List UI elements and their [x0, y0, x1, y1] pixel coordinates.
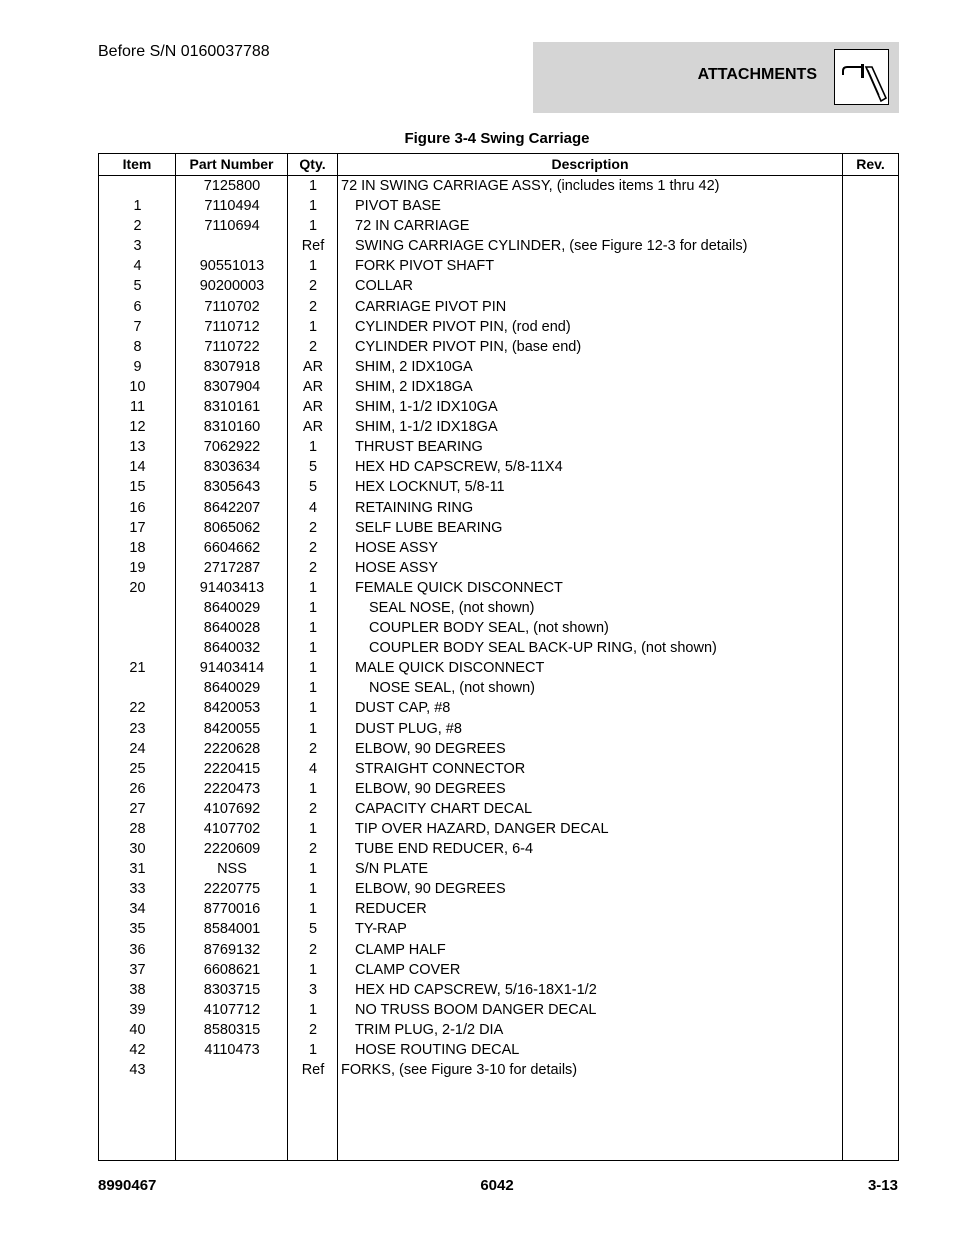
qty-cell: 2 [308, 278, 318, 295]
description-cell: DUST CAP, #8 [355, 700, 451, 717]
part-number-cell: 6608621 [203, 961, 261, 978]
part-number-cell: NSS [217, 861, 247, 878]
qty-cell: 1 [308, 700, 318, 717]
item-cell: 37 [129, 961, 146, 978]
item-cell: 23 [129, 720, 146, 737]
table-body [99, 176, 898, 1080]
column-header-rev: Rev. [856, 156, 885, 172]
part-number-cell: 8640032 [203, 640, 261, 657]
description-cell: SELF LUBE BEARING [355, 519, 503, 536]
qty-cell: 2 [308, 1021, 318, 1038]
serial-number-note: Before S/N 0160037788 [98, 43, 270, 60]
item-cell: 40 [129, 1021, 146, 1038]
description-cell: CLAMP HALF [355, 941, 446, 958]
item-cell: 19 [129, 559, 146, 576]
part-number-cell: 2220609 [203, 841, 261, 858]
item-cell: 11 [129, 399, 146, 416]
part-number-cell: 8642207 [203, 499, 261, 516]
description-cell: TRIM PLUG, 2-1/2 DIA [355, 1021, 504, 1038]
part-number-cell: 7125800 [203, 178, 261, 194]
qty-cell: 1 [308, 961, 318, 978]
part-number-cell: 8420055 [203, 720, 261, 737]
table-row [99, 538, 898, 558]
part-number-cell: 8420053 [203, 700, 261, 717]
qty-cell: 1 [308, 198, 318, 215]
table-row [99, 698, 898, 718]
model-number: 6042 [480, 1177, 514, 1194]
table-row [99, 276, 898, 296]
part-number-cell: 2220415 [203, 760, 261, 777]
description-cell: HOSE ROUTING DECAL [355, 1042, 520, 1059]
qty-cell: 2 [308, 941, 318, 958]
description-cell: FORKS, (see Figure 3-10 for details) [341, 1062, 578, 1079]
item-cell: 14 [129, 459, 146, 476]
item-cell: 34 [129, 901, 146, 918]
item-cell: 26 [129, 780, 146, 797]
description-cell: FORK PIVOT SHAFT [355, 258, 495, 275]
description-cell: SHIM, 1-1/2 IDX18GA [355, 419, 498, 436]
table-row [99, 216, 898, 236]
part-number-cell: 7062922 [203, 439, 261, 456]
table-row [99, 498, 898, 518]
table-row [99, 1020, 898, 1040]
part-number-cell: 8310160 [203, 419, 261, 436]
qty-cell: 1 [308, 780, 318, 797]
table-row [99, 518, 898, 538]
part-number-cell: 7110494 [204, 198, 260, 215]
description-cell: RETAINING RING [355, 499, 474, 516]
item-cell: 43 [129, 1062, 146, 1079]
qty-cell: 1 [308, 1042, 318, 1059]
item-cell: 22 [129, 700, 146, 717]
table-row [99, 779, 898, 799]
table-row [99, 176, 898, 196]
description-cell: SEAL NOSE, (not shown) [369, 599, 535, 616]
table-row [99, 980, 898, 1000]
item-cell: 24 [129, 740, 146, 757]
item-cell: 5 [133, 278, 142, 295]
item-cell: 28 [129, 821, 146, 837]
part-number-cell: 8580315 [203, 1021, 261, 1038]
part-number-cell: 4107712 [203, 1001, 261, 1018]
column-header-part-number: Part Number [189, 156, 274, 172]
table-row [99, 317, 898, 337]
qty-cell: 1 [308, 218, 318, 235]
description-cell: SWING CARRIAGE CYLINDER, (see Figure 12-3 for details) [355, 238, 748, 255]
part-number-cell: 7110722 [204, 338, 260, 355]
qty-cell: 2 [308, 559, 318, 576]
table-row [99, 739, 898, 759]
qty-cell: 2 [308, 298, 318, 315]
table-row [99, 337, 898, 357]
table-row [99, 377, 898, 397]
table-row [99, 1060, 898, 1080]
qty-cell: 1 [308, 861, 318, 878]
item-cell: 27 [129, 800, 146, 817]
item-cell: 10 [129, 378, 146, 395]
part-number-cell: 91403413 [199, 579, 265, 596]
qty-cell: 1 [308, 680, 318, 697]
part-number-cell: 4107702 [203, 821, 261, 837]
item-cell: 7 [133, 318, 142, 335]
page-number: 3-13 [867, 1177, 898, 1194]
part-number-cell: 7110694 [204, 218, 260, 235]
item-cell: 18 [129, 539, 146, 556]
qty-cell: 1 [308, 178, 318, 194]
qty-cell: 1 [308, 579, 318, 596]
table-row [99, 678, 898, 698]
table-row [99, 819, 898, 839]
item-cell: 9 [133, 358, 142, 375]
part-number-cell: 8769132 [203, 941, 261, 958]
description-cell: REDUCER [355, 901, 427, 918]
description-cell: FEMALE QUICK DISCONNECT [355, 579, 563, 596]
qty-cell: AR [302, 358, 324, 375]
table-row [99, 658, 898, 678]
qty-cell: 2 [308, 338, 318, 355]
item-cell: 42 [129, 1042, 146, 1059]
part-number-cell: 8303634 [203, 459, 261, 476]
qty-cell: 5 [308, 479, 318, 496]
description-cell: COUPLER BODY SEAL, (not shown) [369, 620, 609, 637]
table-row [99, 839, 898, 859]
qty-cell: AR [302, 419, 324, 436]
description-cell: CYLINDER PIVOT PIN, (rod end) [355, 318, 571, 335]
qty-cell: 1 [308, 620, 318, 637]
description-cell: CLAMP COVER [355, 961, 461, 978]
section-title: ATTACHMENTS [697, 66, 817, 83]
part-number-cell: 2717287 [203, 559, 261, 576]
qty-cell: 4 [308, 760, 318, 777]
column-header-item: Item [122, 156, 152, 172]
table-row [99, 558, 898, 578]
item-cell: 33 [129, 881, 146, 898]
description-cell: HEX HD CAPSCREW, 5/16-18X1-1/2 [355, 981, 597, 998]
table-row [99, 638, 898, 658]
item-cell: 17 [129, 519, 146, 536]
qty-cell: 2 [308, 539, 318, 556]
column-header-qty: Qty. [299, 156, 326, 172]
part-number-cell: 8584001 [203, 921, 261, 938]
doc-number: 8990467 [98, 1177, 157, 1194]
item-cell: 39 [129, 1001, 146, 1018]
description-cell: TY-RAP [355, 921, 407, 938]
description-cell: TUBE END REDUCER, 6-4 [355, 841, 534, 858]
item-cell: 35 [129, 921, 146, 938]
table-row [99, 899, 898, 919]
item-cell: 30 [129, 841, 146, 858]
part-number-cell: 7110712 [204, 318, 260, 335]
description-cell: ELBOW, 90 DEGREES [355, 881, 506, 898]
qty-cell: 2 [308, 800, 318, 817]
qty-cell: Ref [301, 238, 325, 255]
item-cell: 16 [129, 499, 146, 516]
attachment-fork-icon [834, 49, 889, 105]
table-row [99, 759, 898, 779]
part-number-cell: 91403414 [199, 660, 265, 677]
table-row [99, 457, 898, 477]
qty-cell: 1 [308, 640, 318, 657]
table-row [99, 598, 898, 618]
qty-cell: 1 [308, 821, 318, 837]
part-number-cell: 2220775 [203, 881, 261, 898]
part-number-cell: 8305643 [203, 479, 261, 496]
part-number-cell: 8307918 [203, 358, 261, 375]
item-cell: 1 [133, 198, 142, 215]
figure-title: Figure 3-4 Swing Carriage [404, 130, 590, 147]
description-cell: 72 IN SWING CARRIAGE ASSY, (includes items 1 thru 42) [341, 178, 720, 194]
description-cell: COUPLER BODY SEAL BACK-UP RING, (not shown) [369, 640, 717, 657]
item-cell: 12 [129, 419, 146, 436]
item-cell: 15 [129, 479, 146, 496]
description-cell: CARRIAGE PIVOT PIN [355, 298, 507, 315]
table-row [99, 196, 898, 216]
qty-cell: 1 [308, 720, 318, 737]
table-row [99, 437, 898, 457]
table-row [99, 477, 898, 497]
description-cell: HEX HD CAPSCREW, 5/8-11X4 [355, 459, 563, 476]
item-cell: 31 [129, 861, 146, 878]
description-cell: CYLINDER PIVOT PIN, (base end) [355, 338, 582, 355]
part-number-cell: 8307904 [203, 378, 261, 395]
qty-cell: 2 [308, 519, 318, 536]
table-row [99, 719, 898, 739]
description-cell: S/N PLATE [355, 861, 429, 878]
table-row [99, 940, 898, 960]
description-cell: PIVOT BASE [355, 198, 441, 215]
qty-cell: 5 [308, 459, 318, 476]
part-number-cell: 2220473 [203, 780, 261, 797]
table-row [99, 799, 898, 819]
part-number-cell: 8770016 [203, 901, 261, 918]
description-cell: CAPACITY CHART DECAL [355, 800, 533, 817]
table-row [99, 919, 898, 939]
description-cell: SHIM, 1-1/2 IDX10GA [355, 399, 498, 416]
description-cell: SHIM, 2 IDX10GA [355, 358, 473, 375]
section-header-tab [533, 42, 899, 113]
qty-cell: 1 [308, 901, 318, 918]
description-cell: 72 IN CARRIAGE [355, 218, 470, 235]
item-cell: 13 [129, 439, 146, 456]
qty-cell: 4 [308, 499, 318, 516]
table-row [99, 256, 898, 276]
qty-cell: 1 [308, 318, 318, 335]
parts-table [98, 153, 899, 1161]
part-number-cell: 4110473 [204, 1042, 260, 1059]
qty-cell: AR [302, 399, 324, 416]
table-row [99, 397, 898, 417]
description-cell: DUST PLUG, #8 [355, 720, 462, 737]
table-row [99, 297, 898, 317]
table-row [99, 578, 898, 598]
qty-cell: 1 [308, 599, 318, 616]
item-cell: 20 [129, 579, 146, 596]
part-number-cell: 8303715 [203, 981, 261, 998]
description-cell: THRUST BEARING [355, 439, 483, 456]
description-cell: STRAIGHT CONNECTOR [355, 760, 526, 777]
item-cell: 8 [133, 338, 142, 355]
item-cell: 38 [129, 981, 146, 998]
qty-cell: 1 [308, 439, 318, 456]
item-cell: 25 [129, 760, 146, 777]
part-number-cell: 4107692 [203, 800, 261, 817]
qty-cell: 2 [308, 740, 318, 757]
description-cell: NO TRUSS BOOM DANGER DECAL [355, 1001, 597, 1018]
part-number-cell: 8065062 [203, 519, 261, 536]
description-cell: HOSE ASSY [355, 539, 439, 556]
description-cell: ELBOW, 90 DEGREES [355, 740, 506, 757]
table-row [99, 1000, 898, 1020]
qty-cell: 1 [308, 258, 318, 275]
part-number-cell: 8310161 [203, 399, 261, 416]
description-cell: COLLAR [355, 278, 414, 295]
item-cell: 36 [129, 941, 146, 958]
description-cell: NOSE SEAL, (not shown) [369, 680, 536, 697]
description-cell: TIP OVER HAZARD, DANGER DECAL [355, 821, 609, 837]
part-number-cell: 6604662 [203, 539, 261, 556]
part-number-cell: 90551013 [199, 258, 265, 275]
table-row [99, 236, 898, 256]
table-row [99, 417, 898, 437]
table-row [99, 618, 898, 638]
qty-cell: 1 [308, 1001, 318, 1018]
item-cell: 3 [133, 238, 142, 255]
part-number-cell: 8640029 [203, 680, 261, 697]
qty-cell: 2 [308, 841, 318, 858]
table-row [99, 960, 898, 980]
item-cell: 21 [129, 660, 146, 677]
part-number-cell: 8640028 [203, 620, 261, 637]
table-row [99, 357, 898, 377]
qty-cell: 1 [308, 881, 318, 898]
part-number-cell: 8640029 [203, 599, 261, 616]
description-cell: ELBOW, 90 DEGREES [355, 780, 506, 797]
qty-cell: 1 [308, 660, 318, 677]
description-cell: HOSE ASSY [355, 559, 439, 576]
item-cell: 4 [133, 258, 142, 275]
table-row [99, 859, 898, 879]
part-number-cell: 2220628 [203, 740, 261, 757]
description-cell: HEX LOCKNUT, 5/8-11 [355, 479, 505, 496]
qty-cell: 3 [308, 981, 318, 998]
description-cell: MALE QUICK DISCONNECT [355, 660, 545, 677]
qty-cell: Ref [301, 1062, 325, 1079]
part-number-cell: 7110702 [204, 298, 260, 315]
qty-cell: AR [302, 378, 324, 395]
table-row [99, 879, 898, 899]
column-header-description: Description [551, 156, 629, 172]
part-number-cell: 90200003 [199, 278, 265, 295]
description-cell: SHIM, 2 IDX18GA [355, 378, 473, 395]
table-row [99, 1040, 898, 1060]
item-cell: 2 [133, 218, 142, 235]
item-cell: 6 [133, 298, 142, 315]
qty-cell: 5 [308, 921, 318, 938]
